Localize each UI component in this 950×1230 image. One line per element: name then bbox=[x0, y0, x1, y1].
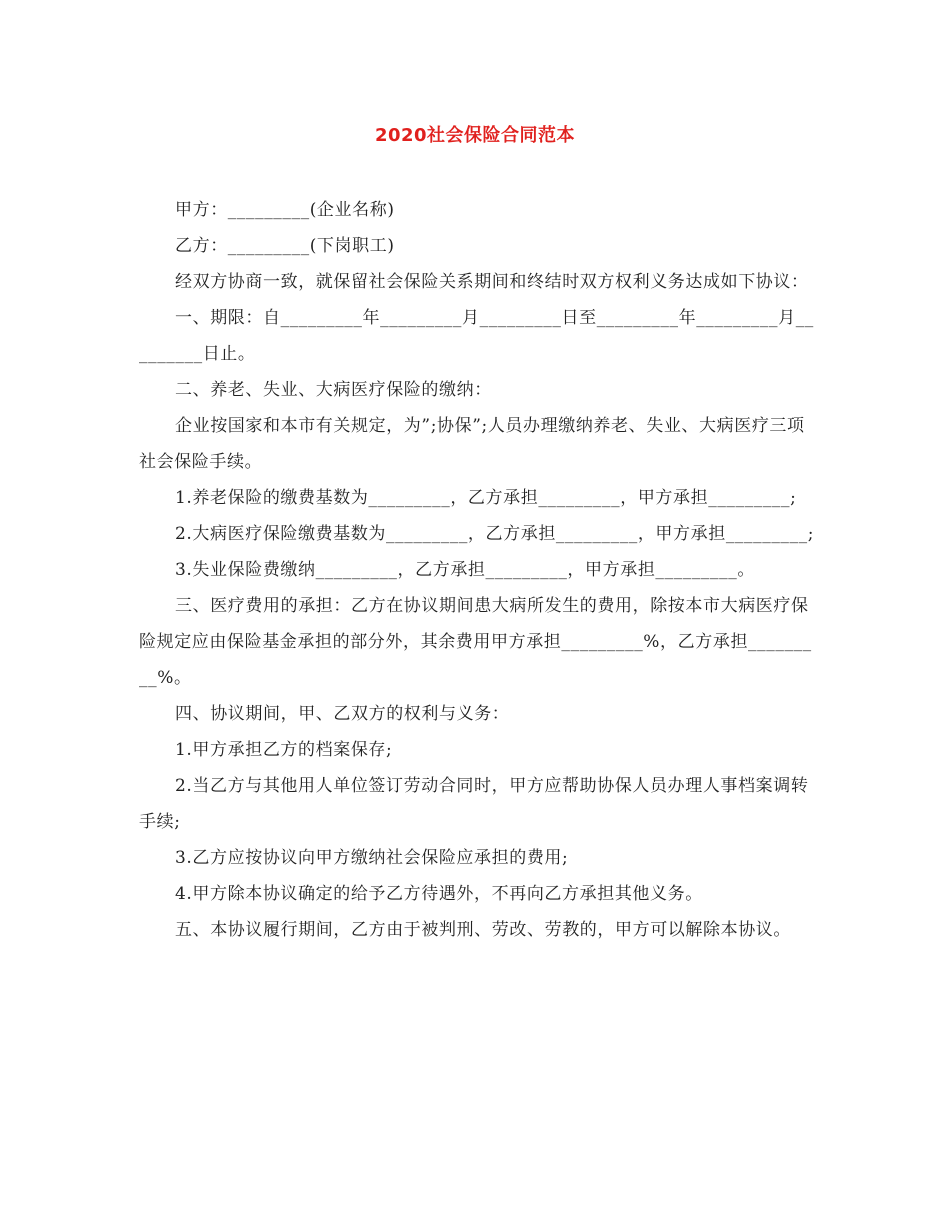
clause-medical-costs: 三、医疗费用的承担：乙方在协议期间患大病所发生的费用，除按本市大病医疗保险规定应由保险基金承担的部分外，其余费用甲方承担_________%，乙方承担_________%。 bbox=[139, 596, 812, 688]
clause-rights-item-1: 1.甲方承担乙方的档案保存; bbox=[175, 740, 393, 760]
clause-rights-item-2: 2.当乙方与其他用人单位签订劳动合同时，甲方应帮助协保人员办理人事档案调转手续; bbox=[139, 776, 809, 832]
clause-medical-item: 2.大病医疗保险缴费基数为_________，乙方承担_________，甲方承担_________; bbox=[175, 524, 815, 544]
clause-insurance-heading: 二、养老、失业、大病医疗保险的缴纳： bbox=[175, 380, 492, 400]
party-a-line: 甲方：_________(企业名称) bbox=[175, 200, 395, 220]
clause-unemployment-item: 3.失业保险费缴纳_________，乙方承担_________，甲方承担_________。 bbox=[175, 560, 755, 580]
preamble-paragraph: 经双方协商一致，就保留社会保险关系期间和终结时双方权利义务达成如下协议： bbox=[175, 272, 809, 292]
clause-rights-item-3: 3.乙方应按协议向甲方缴纳社会保险应承担的费用; bbox=[175, 848, 569, 868]
document-title: 2020社会保险合同范本 bbox=[374, 125, 576, 146]
clause-rights-item-4: 4.甲方除本协议确定的给予乙方待遇外，不再向乙方承担其他义务。 bbox=[175, 884, 703, 904]
clause-rights-heading: 四、协议期间，甲、乙双方的权利与义务： bbox=[175, 704, 510, 724]
clause-insurance-intro: 企业按国家和本市有关规定，为”;协保”;人员办理缴纳养老、失业、大病医疗三项社会保险手续。 bbox=[139, 416, 805, 472]
document-body bbox=[139, 192, 815, 948]
clause-termination: 五、本协议履行期间，乙方由于被判刑、劳改、劳教的，甲方可以解除本协议。 bbox=[175, 920, 791, 940]
clause-term: 一、期限：自_________年_________月_________日至_________年_________月_________日止。 bbox=[139, 308, 814, 364]
party-b-line: 乙方：_________(下岗职工) bbox=[175, 236, 395, 256]
clause-pension-item: 1.养老保险的缴费基数为_________，乙方承担_________，甲方承担_________; bbox=[175, 488, 797, 508]
